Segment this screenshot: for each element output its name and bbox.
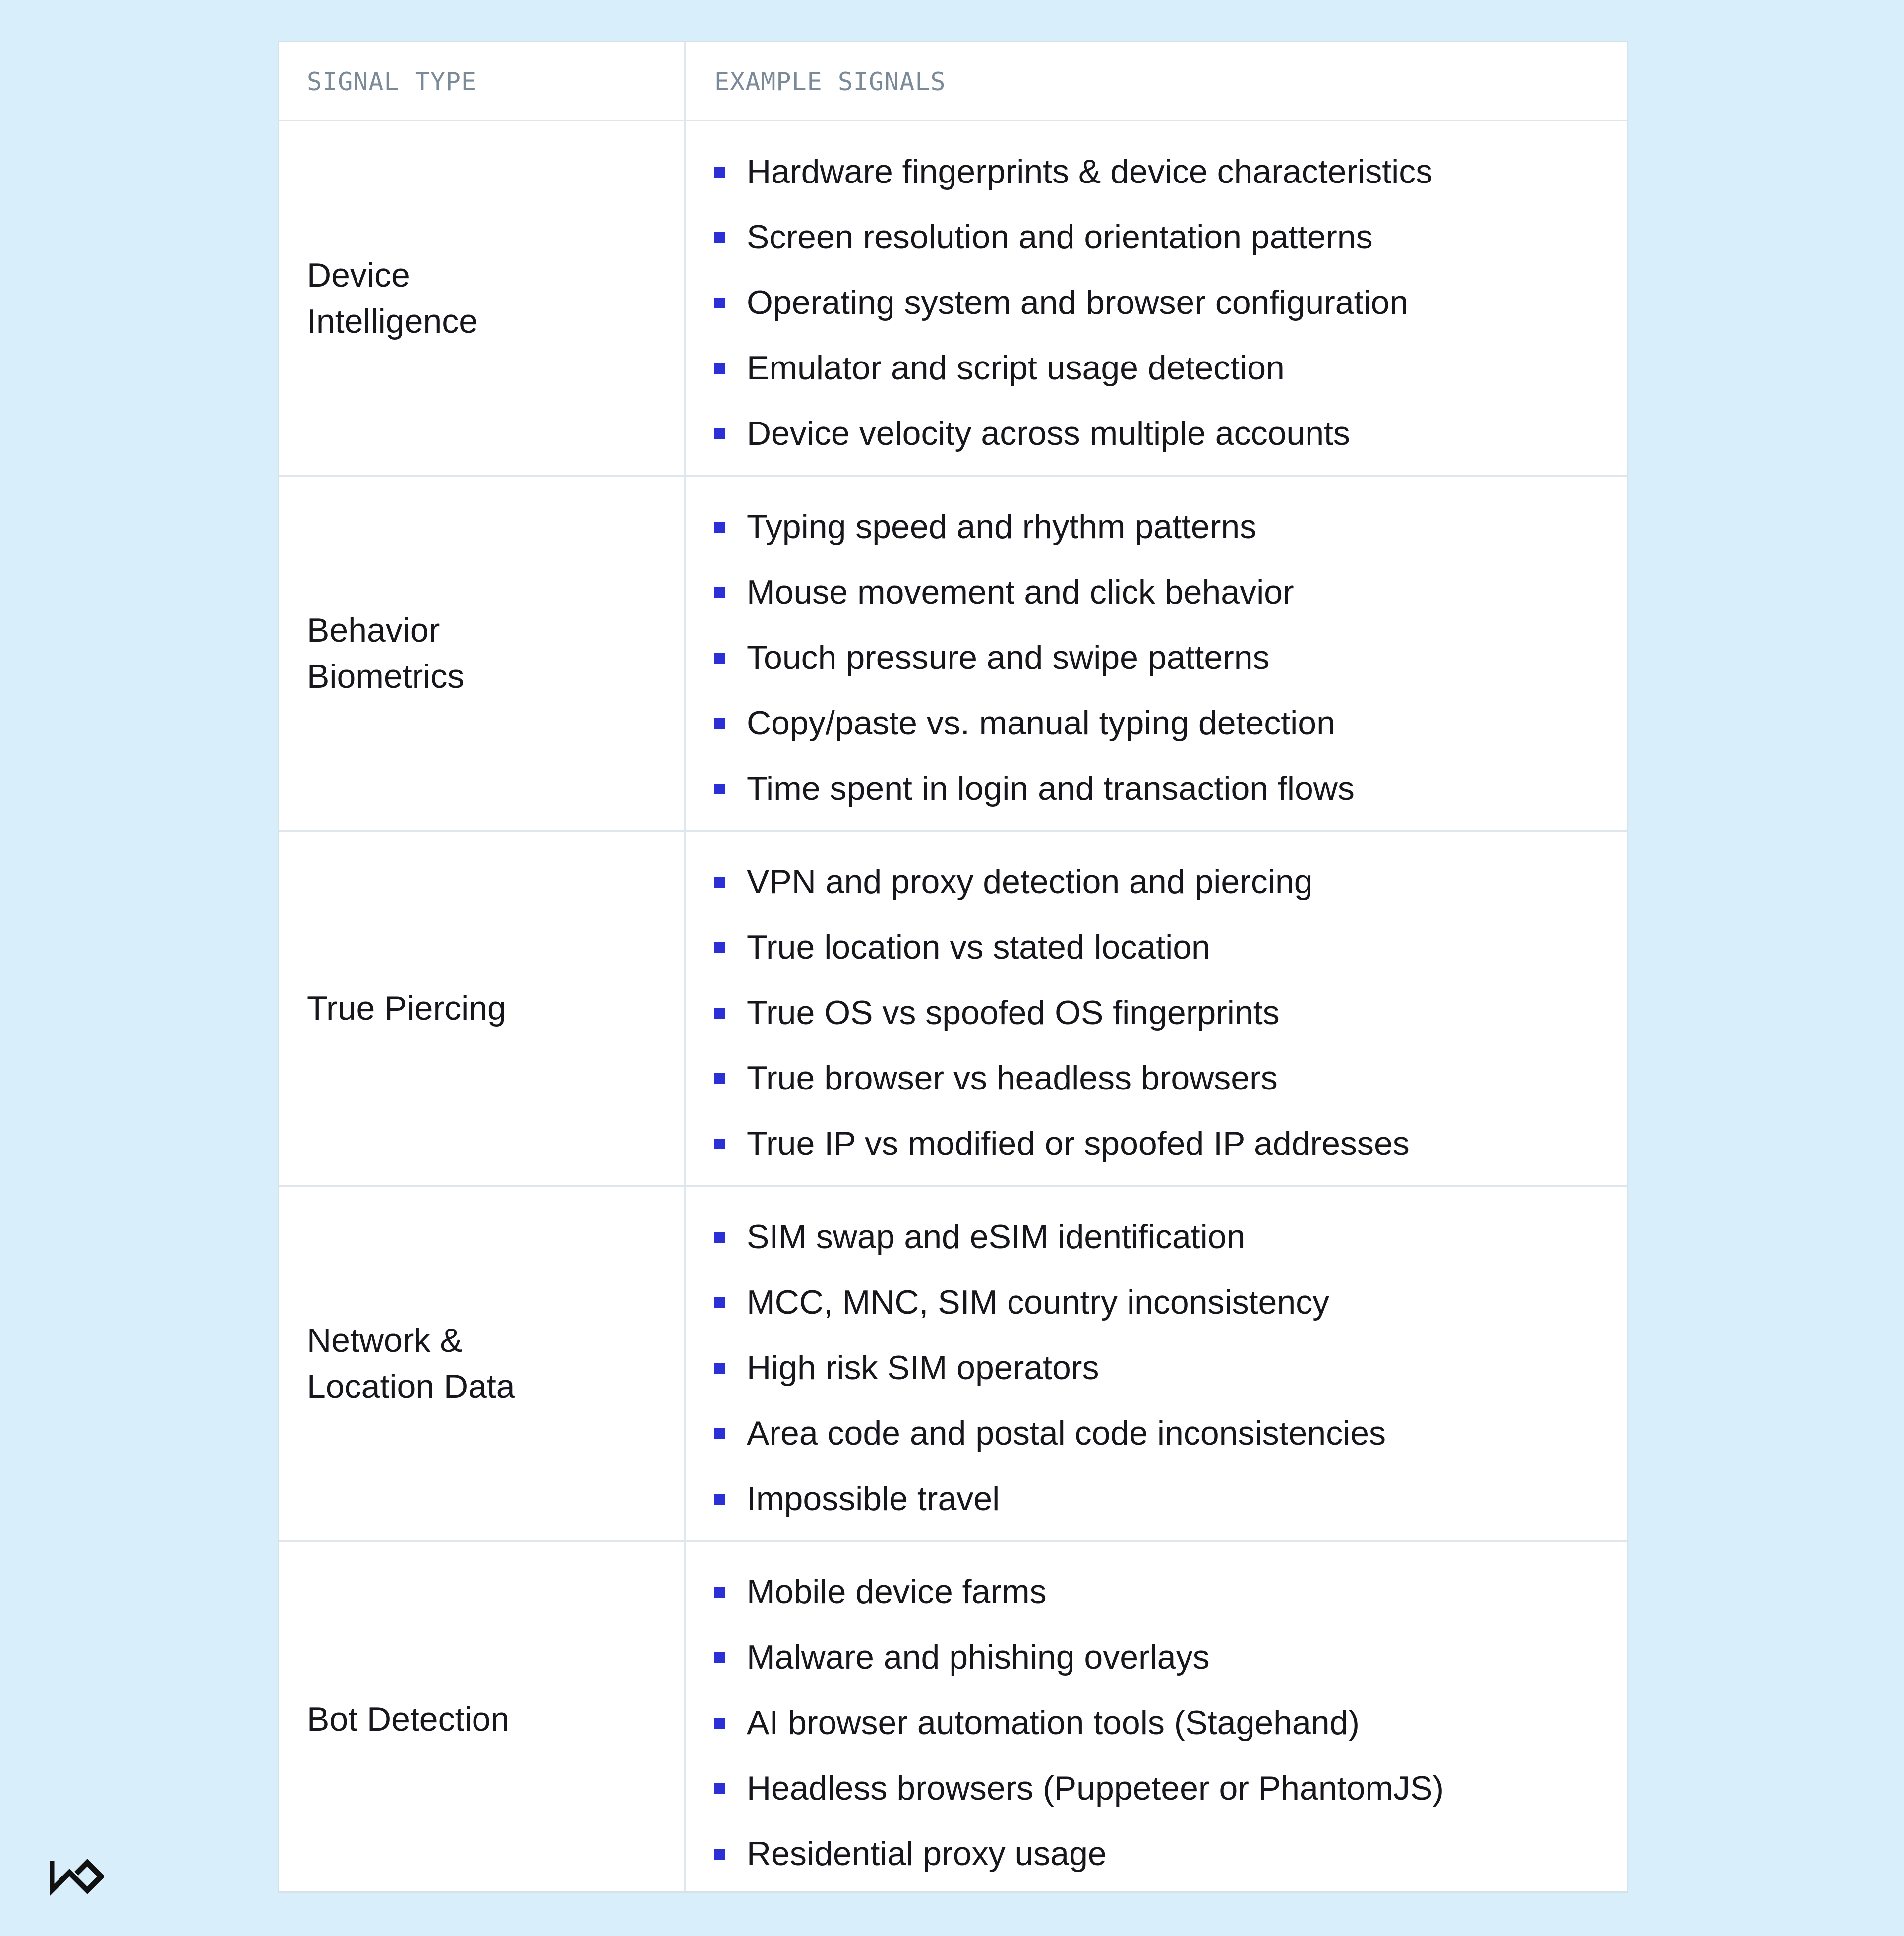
- signal-type-label: Bot Detection: [307, 1700, 510, 1738]
- list-item: [714, 1111, 1410, 1176]
- example-signals-list: [714, 494, 1355, 821]
- signal-text: Touch pressure and swipe patterns: [747, 639, 1270, 676]
- list-item: [714, 1690, 1444, 1755]
- signal-type-cell: [307, 832, 664, 1185]
- list-item: [714, 1400, 1386, 1466]
- square-bullet-icon: [714, 298, 725, 308]
- table-row: [279, 1542, 1627, 1897]
- table-header: [279, 42, 1627, 121]
- signal-text: MCC, MNC, SIM country inconsistency: [747, 1283, 1330, 1321]
- example-signals-list: [714, 1559, 1444, 1886]
- signal-type-label: Device: [307, 256, 410, 294]
- list-item: [714, 1204, 1386, 1270]
- list-item: [714, 1270, 1386, 1335]
- signal-type-label: Network &: [307, 1321, 463, 1359]
- square-bullet-icon: [714, 1073, 725, 1084]
- list-item: [714, 1755, 1444, 1821]
- list-item: [714, 980, 1410, 1045]
- square-bullet-icon: [714, 1587, 725, 1598]
- list-item: [714, 1335, 1386, 1400]
- square-bullet-icon: [714, 428, 725, 439]
- signal-type-label: Biometrics: [307, 657, 465, 695]
- signal-text: Operating system and browser configuration: [747, 284, 1409, 321]
- signal-type-cell: [307, 1187, 664, 1540]
- square-bullet-icon: [714, 1008, 725, 1019]
- brand-logo-icon: [50, 1854, 104, 1898]
- square-bullet-icon: [714, 363, 725, 374]
- square-bullet-icon: [714, 1232, 725, 1243]
- square-bullet-icon: [714, 653, 725, 664]
- signal-text: Screen resolution and orientation patterns: [747, 218, 1373, 256]
- signal-type-cell: [307, 1542, 664, 1897]
- square-bullet-icon: [714, 167, 725, 178]
- square-bullet-icon: [714, 1139, 725, 1150]
- signal-type-label: Intelligence: [307, 302, 478, 340]
- square-bullet-icon: [714, 1718, 725, 1729]
- square-bullet-icon: [714, 1849, 725, 1860]
- square-bullet-icon: [714, 1363, 725, 1374]
- signal-text: Malware and phishing overlays: [747, 1638, 1210, 1676]
- list-item: [714, 690, 1355, 756]
- list-item: [714, 849, 1410, 914]
- square-bullet-icon: [714, 1783, 725, 1794]
- square-bullet-icon: [714, 1652, 725, 1663]
- signal-text: AI browser automation tools (Stagehand): [747, 1704, 1360, 1742]
- table-row: [279, 121, 1627, 477]
- square-bullet-icon: [714, 784, 725, 794]
- signal-text: True location vs stated location: [747, 928, 1210, 966]
- signal-text: VPN and proxy detection and piercing: [747, 863, 1313, 901]
- square-bullet-icon: [714, 1428, 725, 1439]
- signal-text: Residential proxy usage: [747, 1835, 1107, 1873]
- signal-type-cell: [307, 477, 664, 830]
- list-item: [714, 625, 1355, 690]
- list-item: [714, 204, 1432, 270]
- signal-text: Mobile device farms: [747, 1573, 1047, 1611]
- signal-text: True IP vs modified or spoofed IP addresses: [747, 1125, 1410, 1162]
- header-example-signals: EXAMPLE SIGNALS: [714, 67, 946, 96]
- signal-text: True browser vs headless browsers: [747, 1059, 1278, 1097]
- signal-text: Time spent in login and transaction flows: [747, 770, 1355, 807]
- square-bullet-icon: [714, 877, 725, 888]
- square-bullet-icon: [714, 1297, 725, 1308]
- table-row: [279, 477, 1627, 832]
- signal-text: Device velocity across multiple accounts: [747, 415, 1350, 452]
- list-item: [714, 559, 1355, 625]
- list-item: [714, 1559, 1444, 1625]
- example-signals-list: [714, 1204, 1386, 1531]
- signal-text: Typing speed and rhythm patterns: [747, 508, 1257, 545]
- list-item: [714, 756, 1355, 821]
- signal-text: True OS vs spoofed OS fingerprints: [747, 994, 1280, 1031]
- signal-text: Area code and postal code inconsistencies: [747, 1414, 1386, 1452]
- signal-text: Hardware fingerprints & device characteristics: [747, 153, 1433, 190]
- signal-text: Impossible travel: [747, 1480, 1000, 1517]
- signal-text: Emulator and script usage detection: [747, 349, 1285, 387]
- list-item: [714, 494, 1355, 559]
- list-item: [714, 1045, 1410, 1111]
- list-item: [714, 139, 1432, 204]
- square-bullet-icon: [714, 942, 725, 953]
- list-item: [714, 1821, 1444, 1886]
- signals-table: [278, 41, 1628, 1893]
- square-bullet-icon: [714, 587, 725, 598]
- table-row: [279, 832, 1627, 1187]
- table-row: [279, 1187, 1627, 1542]
- square-bullet-icon: [714, 522, 725, 533]
- list-item: [714, 914, 1410, 980]
- header-signal-type: SIGNAL TYPE: [307, 67, 477, 96]
- list-item: [714, 335, 1432, 401]
- signal-type-label: Behavior: [307, 611, 440, 649]
- list-item: [714, 401, 1432, 466]
- list-item: [714, 1625, 1444, 1690]
- example-signals-list: [714, 849, 1410, 1176]
- signal-text: Headless browsers (Puppeteer or PhantomJS): [747, 1769, 1444, 1807]
- signal-text: Copy/paste vs. manual typing detection: [747, 704, 1335, 742]
- square-bullet-icon: [714, 1494, 725, 1505]
- signal-type-label: Location Data: [307, 1367, 515, 1405]
- signal-text: High risk SIM operators: [747, 1349, 1099, 1387]
- square-bullet-icon: [714, 232, 725, 243]
- list-item: [714, 270, 1432, 335]
- example-signals-list: [714, 139, 1432, 466]
- signal-type-label: True Piercing: [307, 989, 506, 1027]
- signal-type-cell: [307, 121, 664, 475]
- square-bullet-icon: [714, 718, 725, 729]
- list-item: [714, 1466, 1386, 1531]
- signal-text: SIM swap and eSIM identification: [747, 1218, 1246, 1256]
- signal-text: Mouse movement and click behavior: [747, 573, 1294, 611]
